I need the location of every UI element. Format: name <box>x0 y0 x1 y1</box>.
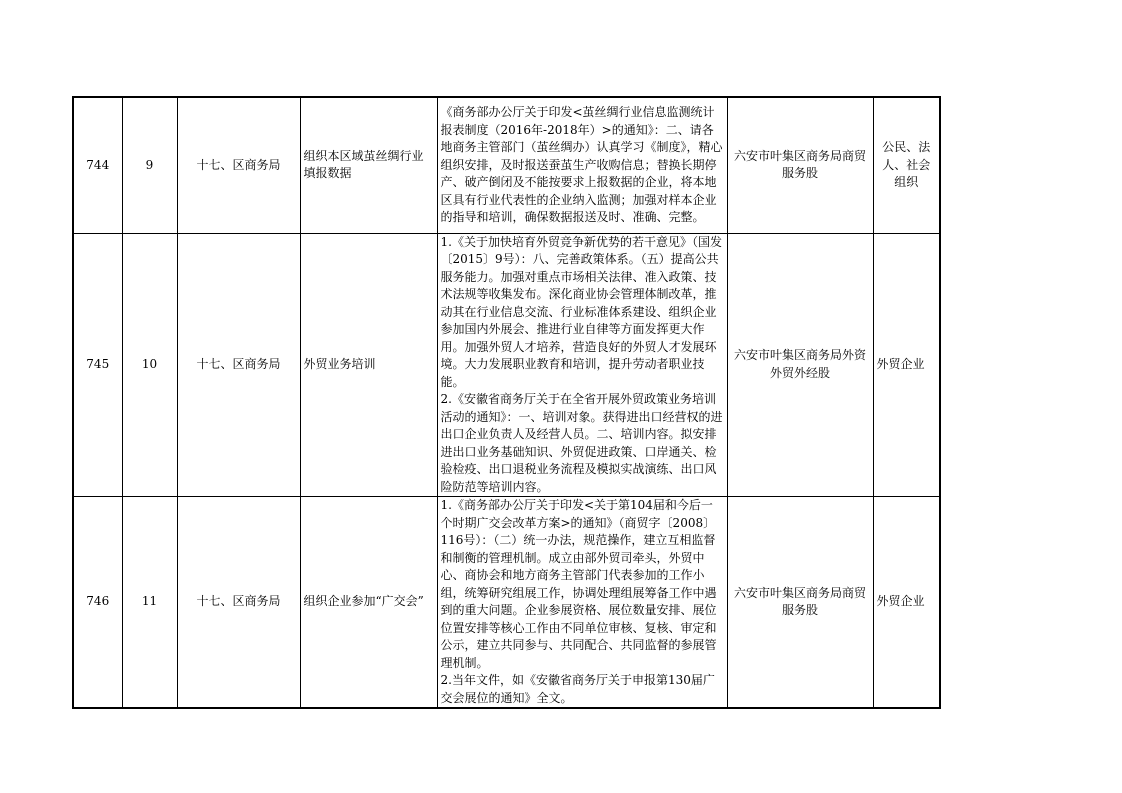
row-unit: 六安市叶集区商务局商贸服务股 <box>727 497 873 709</box>
row-sub-number: 10 <box>122 233 177 497</box>
table-row <box>73 97 940 233</box>
row-unit: 六安市叶集区商务局商贸服务股 <box>727 97 873 233</box>
basis-paragraph: 1.《商务部办公厅关于印发<关于第104届和今后一个时期广交会改革方案>的通知》（商贸字〔2008〕116号）：（二）统一办法，规范操作，建立互相监督和制衡的管理机制。成立由部外贸司牵头，外贸中心、商协会和地方商务主管部门代表参加的工作小组，统筹研究组展工作，协调处理组展筹备工作中遇到的重大问题。企业参展资格、展位数量安排、展位位置安排等核心工作由不同单位审核、复核、审定和公示，建立共同参与、共同配合、共同监督的参展管理机制。 <box>440 498 717 670</box>
basis-paragraph: 《商务部办公厅关于印发<茧丝绸行业信息监测统计报表制度（2016年-2018年）>的通知》：二、请各地商务主管部门（茧丝绸办）认真学习《制度》，精心组织安排，及时报送蚕茧生产收购信息；替换长期停产、破产倒闭及不能按要求上报数据的企业，将本地区具有行业代表性的企业纳入监测；加强对样本企业的指导和培训，确保数据报送及时、准确、完整。 <box>440 105 723 224</box>
row-item-name: 组织本区域茧丝绸行业填报数据 <box>300 97 437 233</box>
table-row <box>73 497 940 709</box>
row-department: 十七、区商务局 <box>177 97 300 233</box>
row-item-name: 组织企业参加“广交会” <box>300 497 437 709</box>
row-unit: 六安市叶集区商务局外资外贸外经股 <box>727 233 873 497</box>
row-target: 公民、法人、社会组织 <box>873 97 940 233</box>
table-row <box>73 233 940 497</box>
row-target: 外贸企业 <box>873 233 940 497</box>
row-target: 外贸企业 <box>873 497 940 709</box>
basis-paragraph: 2.当年文件，如《安徽省商务厅关于申报第130届广交会展位的通知》全文。 <box>440 673 715 705</box>
row-basis <box>437 97 727 233</box>
row-item-name: 外贸业务培训 <box>300 233 437 497</box>
row-sub-number: 9 <box>122 97 177 233</box>
row-sub-number: 11 <box>122 497 177 709</box>
row-seq: 745 <box>73 233 122 497</box>
row-seq: 744 <box>73 97 122 233</box>
row-seq: 746 <box>73 497 122 709</box>
row-basis <box>437 497 727 709</box>
row-basis <box>437 233 727 497</box>
services-table <box>72 96 941 709</box>
basis-paragraph: 2.《安徽省商务厅关于在全省开展外贸政策业务培训活动的通知》：一、培训对象。获得进出口经营权的进出口企业负责人及经营人员。二、培训内容。拟安排进出口业务基础知识、外贸促进政策、口岸通关、检验检疫、出口退税业务流程及模拟实战演练、出口风险防范等培训内容。 <box>440 392 723 494</box>
row-department: 十七、区商务局 <box>177 497 300 709</box>
basis-paragraph: 1.《关于加快培育外贸竞争新优势的若干意见》（国发〔2015〕9号）：八、完善政策体系。（五）提高公共服务能力。加强对重点市场相关法律、准入政策、技术法规等收集发布。深化商业协会管理体制改革，推动其在行业信息交流、行业标准体系建设、组织企业参加国内外展会、推进行业自律等方面发挥更大作用。加强外贸人才培养，营造良好的外贸人才发展环境。大力发展职业教育和培训，提升劳动者职业技能。 <box>440 234 722 389</box>
row-department: 十七、区商务局 <box>177 233 300 497</box>
